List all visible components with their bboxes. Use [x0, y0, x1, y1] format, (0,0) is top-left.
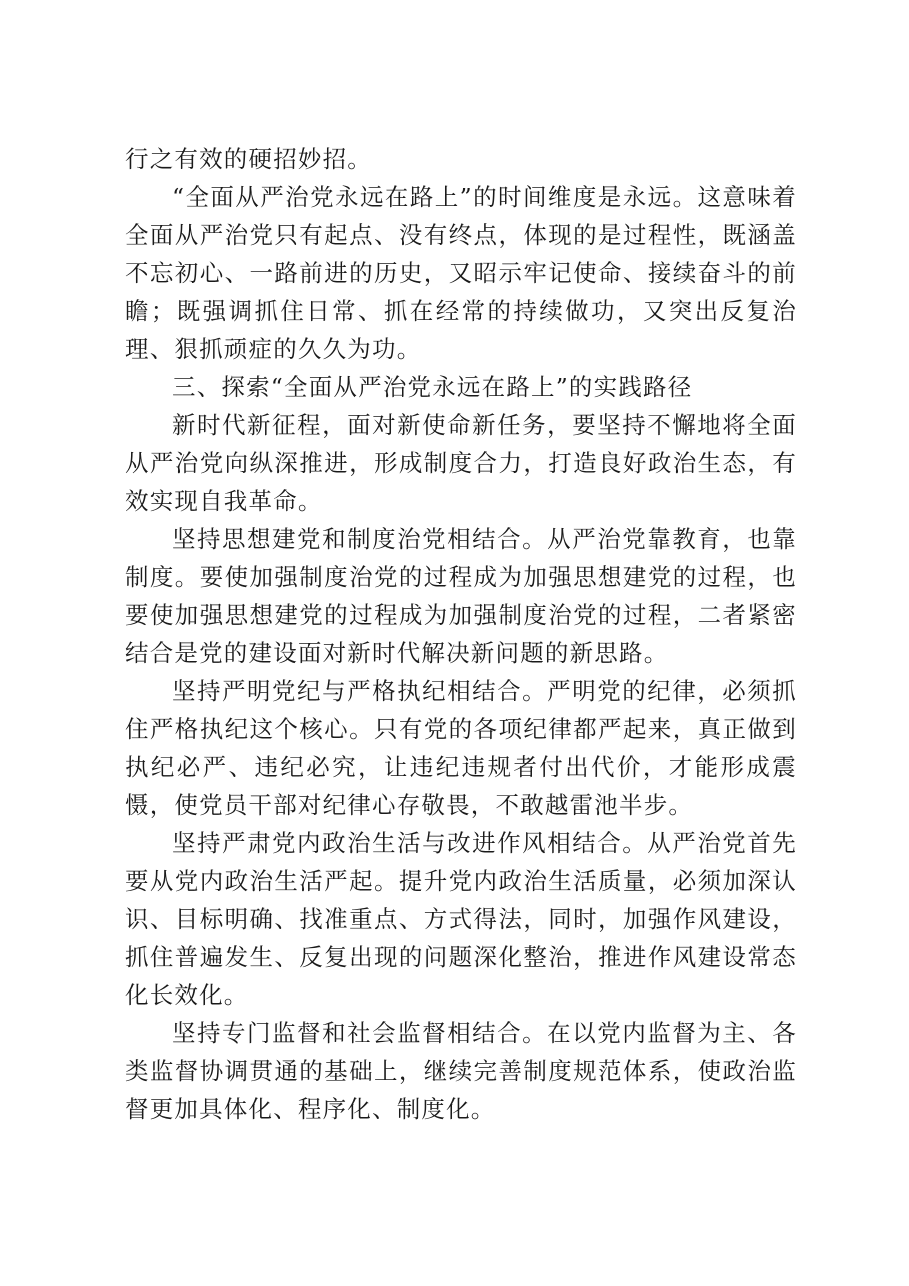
paragraph-new-era: 新时代新征程，面对新使命新任务，要坚持不懈地将全面从严治党向纵深推进，形成制度合力，打造良好政治生态，有效实现自我革命。: [125, 411, 797, 515]
paragraph-ideology-and-system: 坚持思想建党和制度治党相结合。从严治党靠教育，也靠制度。要使加强制度治党的过程成为加强思想建党的过程，也要使加强思想建党的过程成为加强制度治党的过程，二者紧密结合是党的建设面对新时代解决新问题的新思路。: [125, 525, 797, 667]
paragraph-time-dimension: “全面从严治党永远在路上”的时间维度是永远。这意味着全面从严治党只有起点、没有终点，体现的是过程性，既涵盖不忘初心、一路前进的历史，又昭示牢记使命、接续奋斗的前瞻；既强调抓住日常、抓在经常的持续做功，又突出反复治理、狠抓顽症的久久为功。: [125, 183, 797, 363]
section-heading-3: 三、探索“全面从严治党永远在路上”的实践路径: [172, 373, 693, 401]
document-body: [125, 140, 797, 1128]
paragraph-political-life: 坚持严肃党内政治生活与改进作风相结合。从严治党首先要从党内政治生活严起。提升党内政治生活质量，必须加深认识、目标明确、找准重点、方式得法，同时，加强作风建设，抓住普遍发生、反复出现的问题深化整治，推进作风建设常态化长效化。: [125, 829, 797, 1009]
paragraph-supervision: 坚持专门监督和社会监督相结合。在以党内监督为主、各类监督协调贯通的基础上，继续完善制度规范体系，使政治监督更加具体化、程序化、制度化。: [125, 1019, 797, 1123]
paragraph-continuation: 行之有效的硬招妙招。: [125, 145, 372, 173]
paragraph-discipline: 坚持严明党纪与严格执纪相结合。严明党的纪律，必须抓住严格执纪这个核心。只有党的各项纪律都严起来，真正做到执纪必严、违纪必究，让违纪违规者付出代价，才能形成震慑，使党员干部对纪律心存敬畏，不敢越雷池半步。: [125, 677, 797, 819]
